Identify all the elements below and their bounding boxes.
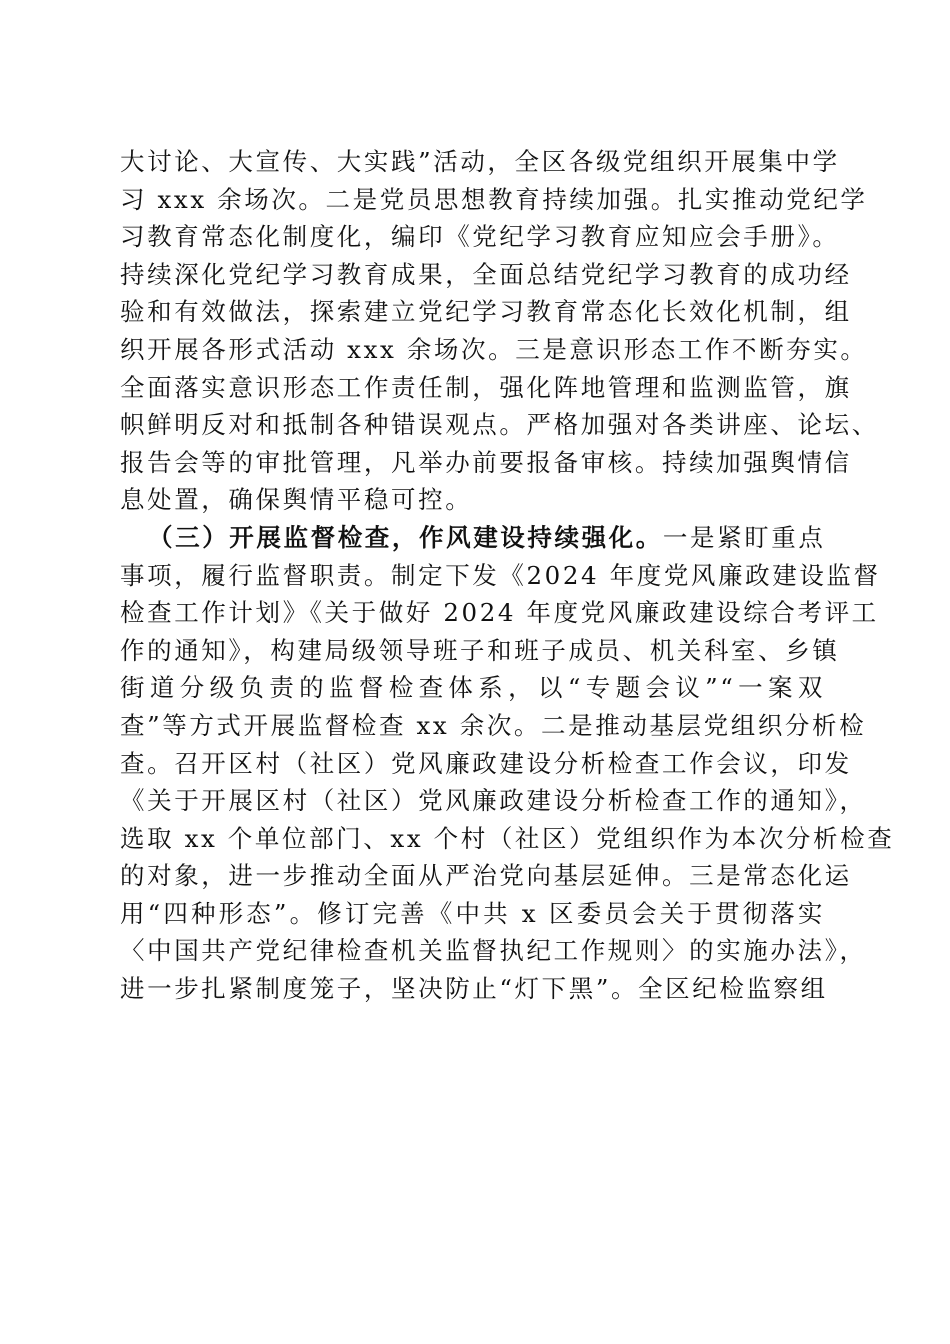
text-line: 〈中国共产党纪律检查机关监督执纪工作规则〉的实施办法》， [120, 936, 867, 966]
text-line: 织开展各形式活动 xxx 余场次。三是意识形态工作不断夯实。 [120, 334, 868, 364]
document-page [120, 143, 895, 1008]
text-line: 作的通知》，构建局级领导班子和班子成员、机关科室、乡镇 [120, 635, 840, 665]
text-line: 事项，履行监督职责。制定下发《2024 年度党风廉政建设监督 [120, 560, 881, 590]
text-line: 报告会等的审批管理，凡举办前要报备审核。持续加强舆情信 [120, 447, 852, 477]
text-line: 进一步扎紧制度笼子，坚决防止“灯下黑”。全区纪检监察组 [120, 974, 828, 1004]
text-line: 的对象，进一步推动全面从严治党向基层延伸。三是常态化运 [120, 861, 852, 891]
text-line: 息处置，确保舆情平稳可控。 [120, 485, 473, 515]
text-line: 验和有效做法，探索建立党纪学习教育常态化长效化机制，组 [120, 297, 852, 327]
text-line: 查”等方式开展监督检查 xx 余次。二是推动基层党组织分析检 [120, 710, 867, 740]
text-line: 《关于开展区村（社区）党风廉政建设分析检查工作的通知》， [120, 786, 867, 816]
paragraph-ideology-education [120, 143, 879, 519]
text-line: 街道分级负责的监督检查体系，以“专题会议”“一案双 [120, 673, 825, 703]
text-line: 查。召开区村（社区）党风廉政建设分析检查工作会议，印发 [120, 748, 852, 778]
paragraph-supervision-inspection [120, 519, 895, 1008]
text-line: 选取 xx 个单位部门、xx 个村（社区）党组织作为本次分析检查 [120, 823, 895, 853]
text-line: 全面落实意识形态工作责任制，强化阵地管理和监测监管，旗 [120, 372, 852, 402]
section-heading: （三）开展监督检查，作风建设持续强化。 [148, 522, 663, 552]
text-line: 大讨论、大宣传、大实践”活动，全区各级党组织开展集中学 [120, 147, 840, 176]
text-line: 持续深化党纪学习教育成果，全面总结党纪学习教育的成功经 [120, 259, 852, 289]
text-line: 帜鲜明反对和抵制各种错误观点。严格加强对各类讲座、论坛、 [120, 410, 879, 440]
text-line: 用“四种形态”。修订完善《中共 x 区委员会关于贯彻落实 [120, 898, 825, 928]
text-line: 习教育常态化制度化，编印《党纪学习教育应知应会手册》。 [120, 222, 840, 252]
text-line: 检查工作计划》《关于做好 2024 年度党风廉政建设综合考评工 [120, 598, 879, 628]
text-line-heading [120, 519, 825, 557]
heading-continuation: 一是紧盯重点 [662, 522, 826, 552]
text-line: 习 xxx 余场次。二是党员思想教育持续加强。扎实推动党纪学 [120, 184, 868, 214]
